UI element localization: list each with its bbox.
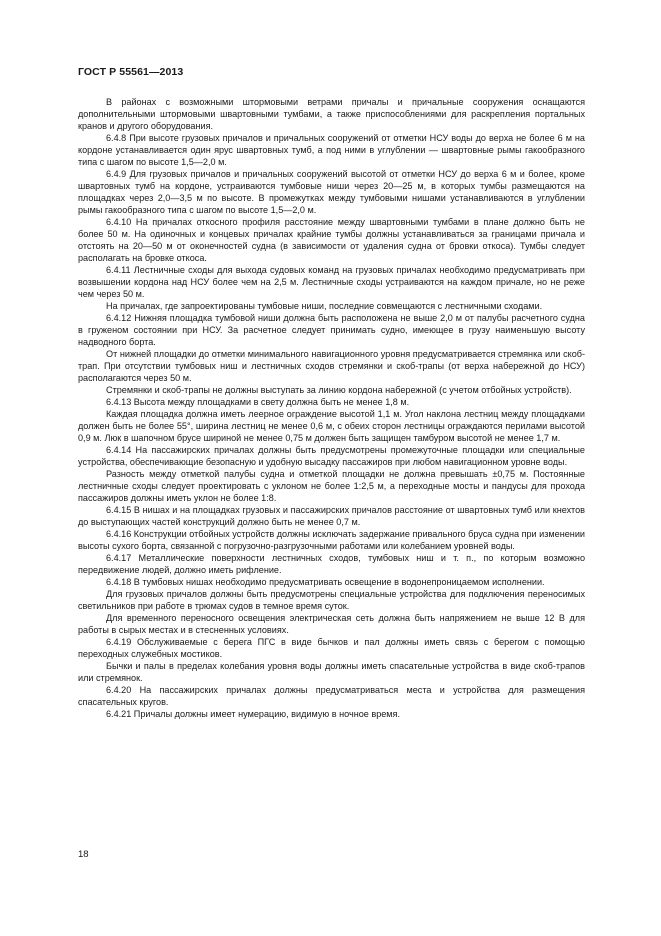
paragraph: В районах с возможными штормовыми ветрами причалы и причальные сооружения оснащаются дополнительными штормовыми швартовными тумбами, а также приспособлениями для раскрепления портальных кранов и другого оборудования.: [78, 97, 585, 131]
paragraph: 6.4.18 В тумбовых нишах необходимо предусматривать освещение в водонепроницаемом исполнении.: [106, 577, 545, 587]
paragraph: 6.4.17 Металлические поверхности лестничных сходов, тумбовых ниш и т. п., по которым возможно передвижение людей, должно иметь рифление.: [78, 553, 585, 575]
paragraph: Бычки и палы в пределах колебания уровня воды должны иметь спасательные устройства в виде скоб-трапов или стремянок.: [78, 661, 585, 683]
paragraph: Разность между отметкой палубы судна и отметкой площадки не должна превышать ±0,75 м. Постоянные лестничные сходы следует проектировать с уклоном не более 1:2,5 м, а переходные мосты и пандусы для прохода пассажиров должны иметь уклон не более 1:8.: [78, 469, 585, 503]
paragraph: 6.4.9 Для грузовых причалов и причальных сооружений высотой от отметки НСУ до верха 6 м и более, кроме швартовных тумб на кордоне, устраиваются тумбовые ниши через 20—25 м, в которых тумбы размещаются на площадках через 2,0—3,5 м по высоте. В промежутках между тумбовыми нишами устанавливаются в углублении рымы гакообразного типа с шагом по высоте 1,5—2,0 м.: [78, 169, 585, 215]
paragraph: Для временного переносного освещения электрическая сеть должна быть напряжением не выше 12 В для работы в сырых местах и в стесненных условиях.: [78, 613, 585, 635]
paragraph: 6.4.15 В нишах и на площадках грузовых и пассажирских причалов расстояние от швартовных тумб или кнехтов до выступающих частей конструкций должно быть не менее 0,7 м.: [78, 505, 585, 527]
document-body: [78, 96, 585, 720]
paragraph: 6.4.14 На пассажирских причалах должны быть предусмотрены промежуточные площадки или специальные устройства, обеспечивающие безопасную и удобную высадку пассажиров при любом навигационном уровне воды.: [78, 445, 585, 467]
document-header: ГОСТ Р 55561—2013: [78, 66, 184, 78]
paragraph: На причалах, где запроектированы тумбовые ниши, последние совмещаются с лестничными сходами.: [106, 301, 543, 311]
paragraph: 6.4.20 На пассажирских причалах должны предусматриваться места и устройства для размещения спасательных кругов.: [78, 685, 585, 707]
paragraph: Каждая площадка должна иметь леерное ограждение высотой 1,1 м. Угол наклона лестниц между площадками должен быть не более 55°, ширина лестниц не менее 0,6 м, с обеих сторон лестницы ограждаются перилами высотой 0,9 м. Люк в шапочном брусе шириной не менее 0,75 м должен быть защищен тамбуром высотой не менее 1,7 м.: [78, 409, 585, 443]
paragraph: 6.4.8 При высоте грузовых причалов и причальных сооружений от отметки НСУ воды до верха не более 6 м на кордоне устанавливается один ярус швартовных тумб, а под ними в углублении — швартовные рымы гакообразного типа с шагом по высоте 1,5—2,0 м.: [78, 133, 585, 167]
paragraph: 6.4.21 Причалы должны имеет нумерацию, видимую в ночное время.: [106, 709, 401, 719]
paragraph: 6.4.10 На причалах откосного профиля расстояние между швартовными тумбами в плане должно быть не более 50 м. На одиночных и концевых причалах крайние тумбы должны устанавливаться за границами причала и отстоять на 20—50 м от оконечностей судна (в зависимости от удаления судна от бровки откоса). Тумбы следует располагать на бровке откоса.: [78, 217, 585, 263]
paragraph: Стремянки и скоб-трапы не должны выступать за линию кордона набережной (с учетом отбойных устройств).: [106, 385, 572, 395]
page-number: 18: [78, 849, 89, 860]
paragraph: Для грузовых причалов должны быть предусмотрены специальные устройства для подключения переносимых светильников при работе в трюмах судов в темное время суток.: [78, 589, 585, 611]
paragraph: 6.4.12 Нижняя площадка тумбовой ниши должна быть расположена не выше 2,0 м от палубы расчетного судна в груженом состоянии при НСУ. За расчетное следует принимать судно, имеющее в грузу наименьшую высоту надводного борта.: [78, 313, 585, 347]
paragraph: 6.4.16 Конструкции отбойных устройств должны исключать задержание привального бруса судна при изменении высоты сухого борта, связанной с погрузочно-разгрузочными работами или колебанием уровней воды.: [78, 529, 585, 551]
paragraph: 6.4.11 Лестничные сходы для выхода судовых команд на грузовых причалах необходимо предусматривать при возвышении кордона над НСУ более чем на 2,5 м. Лестничные сходы устраиваются на каждом причале, но не реже чем через 50 м.: [78, 265, 585, 299]
paragraph: От нижней площадки до отметки минимального навигационного уровня предусматривается стремянка или скоб-трап. При отсутствии тумбовых ниш и лестничных сходов стремянки и скоб-трапы (от верха набережной до НСУ) располагаются через 50 м.: [78, 349, 585, 383]
paragraph: 6.4.13 Высота между площадками в свету должна быть не менее 1,8 м.: [106, 397, 410, 407]
paragraph: 6.4.19 Обслуживаемые с берега ПГС в виде бычков и пал должны иметь связь с берегом с помощью переходных служебных мостиков.: [78, 637, 585, 659]
